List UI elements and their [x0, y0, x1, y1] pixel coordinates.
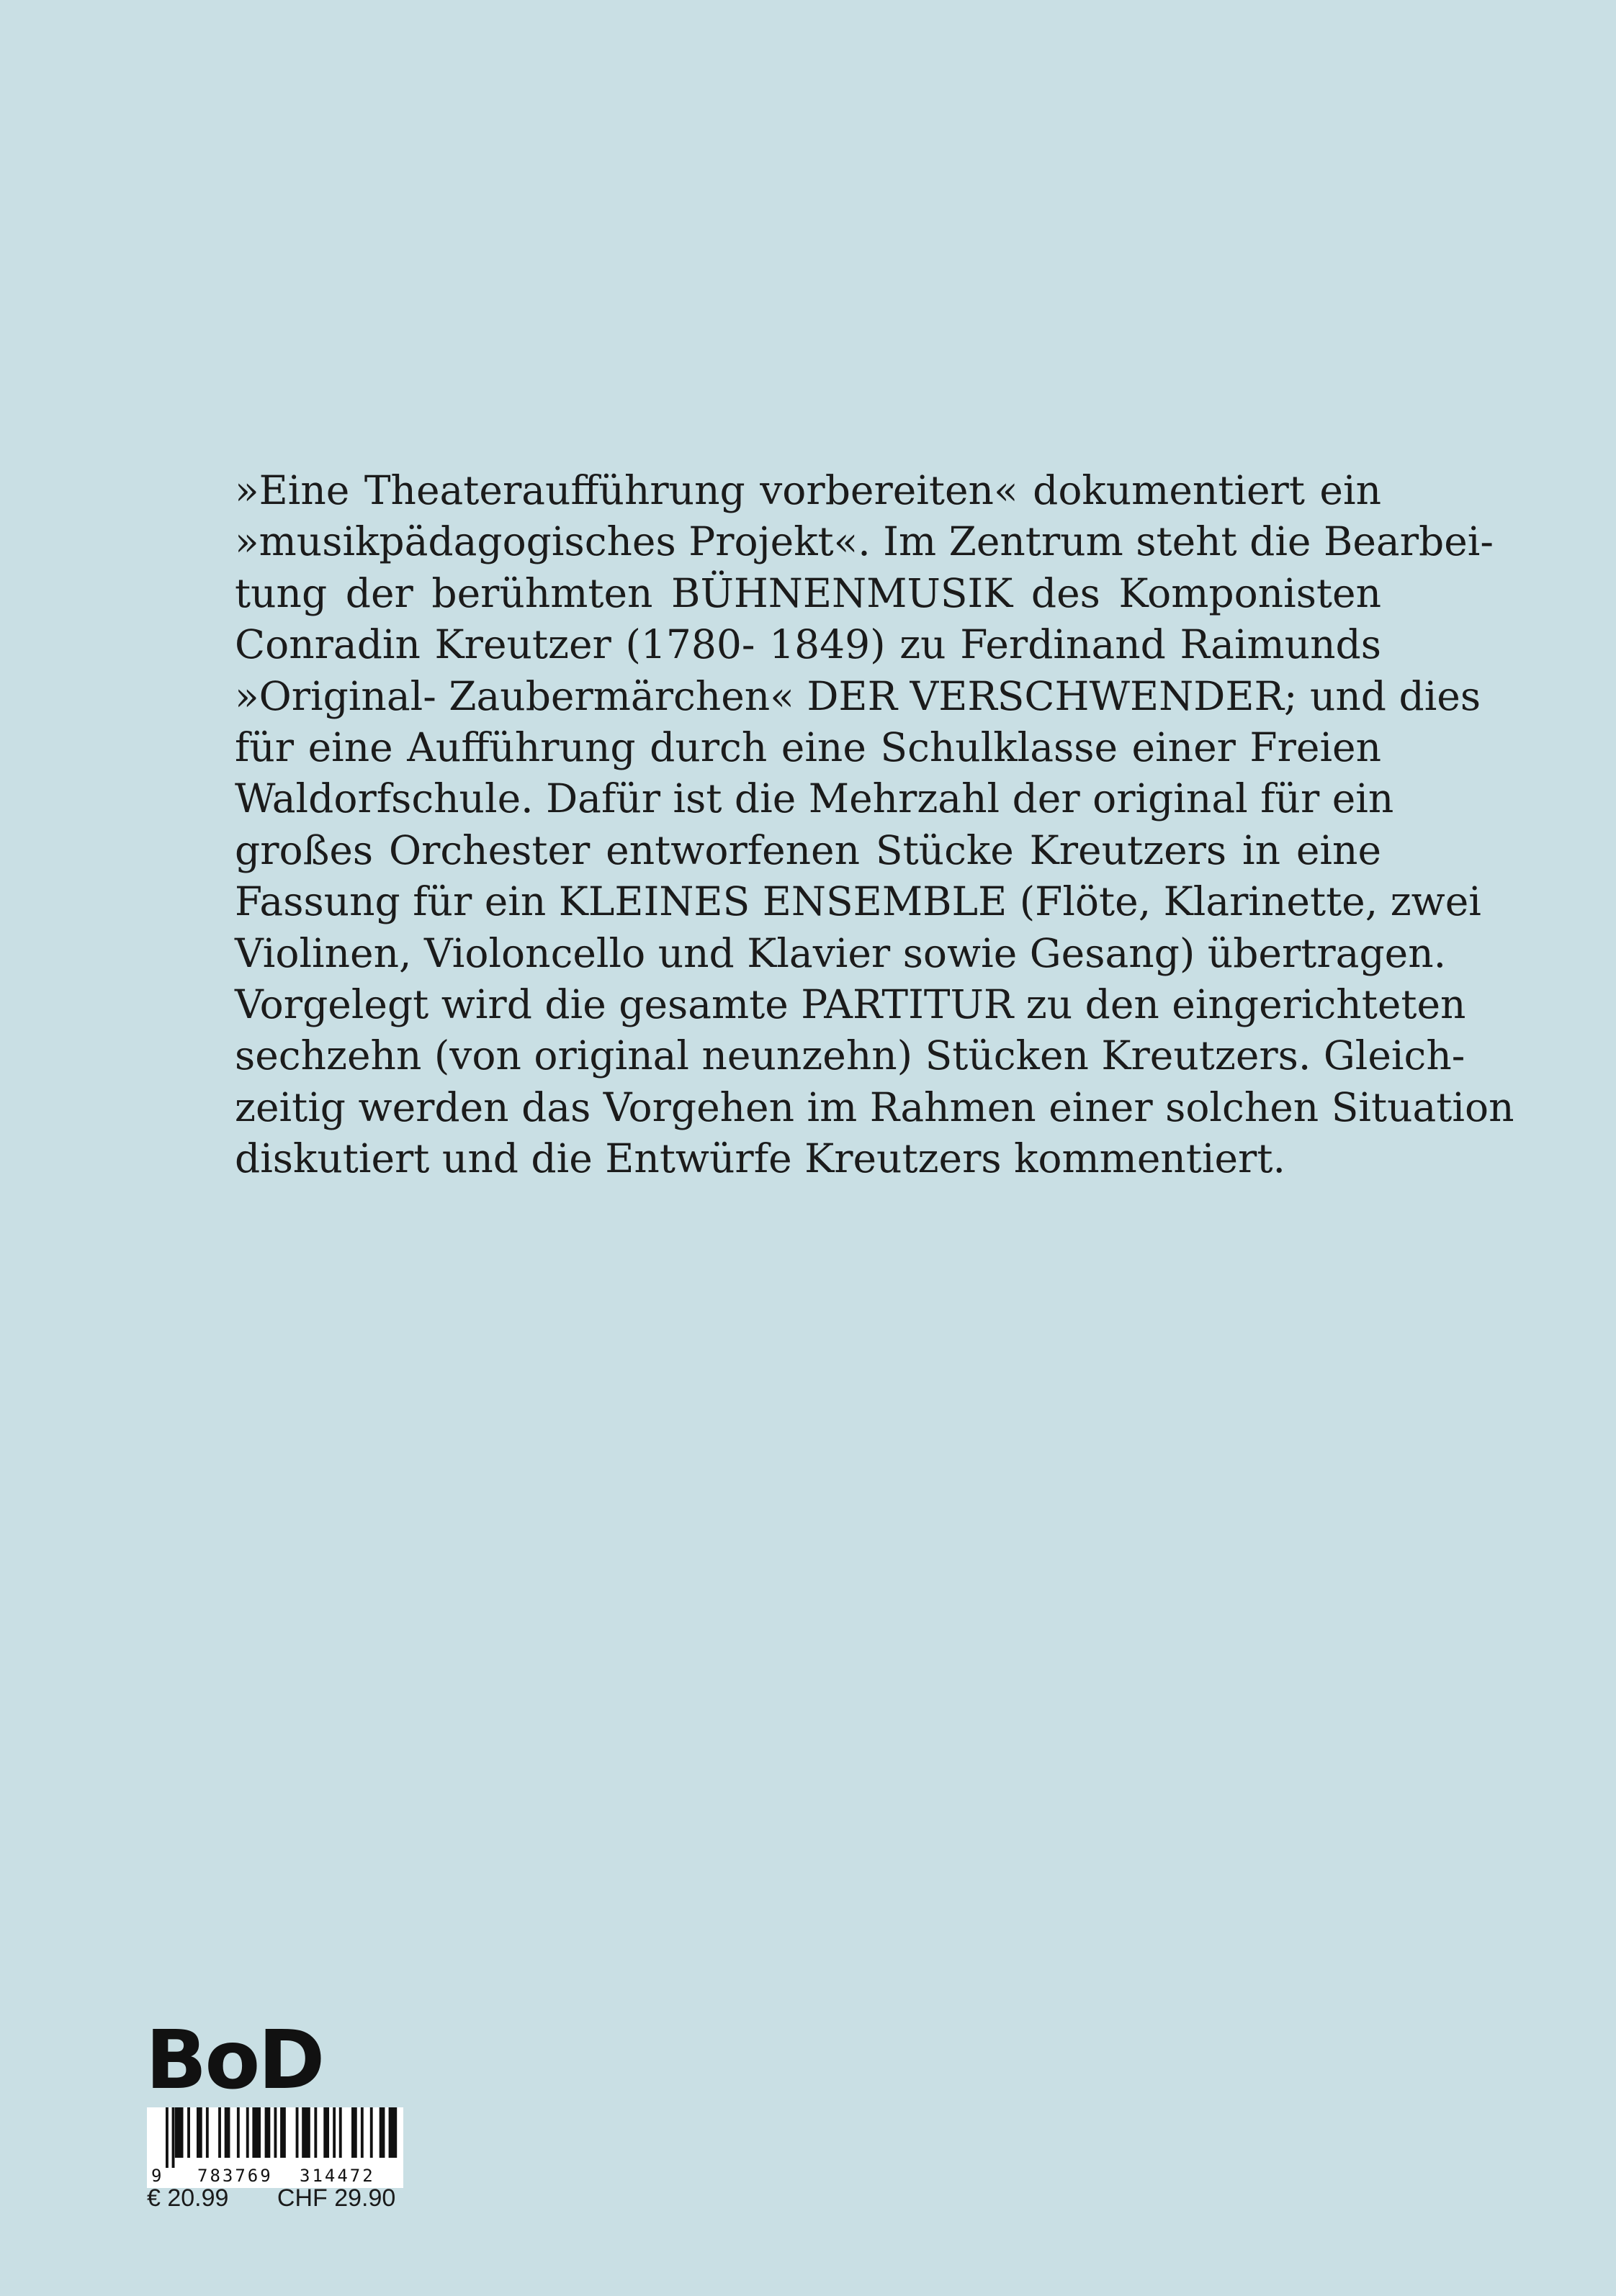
- isbn-barcode: [147, 2107, 403, 2188]
- barcode-bar: [187, 2107, 190, 2158]
- barcode-lead-digit: 9: [151, 2166, 162, 2186]
- barcode-bar: [296, 2107, 299, 2158]
- barcode-bar: [175, 2107, 184, 2158]
- barcode-bar: [370, 2107, 373, 2158]
- blurb-line: »Eine Theateraufführung vorbereiten« dokumentiert ein: [235, 467, 1381, 513]
- barcode-bar: [323, 2107, 329, 2158]
- barcode-right-digits: 314472: [300, 2166, 375, 2186]
- blurb-line: Fassung für ein KLEINES ENSEMBLE (Flöte, Klarinette, zwei: [235, 878, 1481, 925]
- barcode-bar: [351, 2107, 357, 2158]
- barcode-guard-bar: [172, 2107, 175, 2168]
- barcode-bar: [197, 2107, 202, 2158]
- blurb-line: für eine Aufführung durch eine Schulklasse einer Freien: [235, 724, 1381, 770]
- barcode-bar: [361, 2107, 364, 2158]
- barcode-bar: [314, 2107, 317, 2158]
- price-eur: € 20.99: [147, 2184, 229, 2212]
- blurb-line: »musikpädagogisches Projekt«. Im Zentrum steht die Bearbei-: [235, 518, 1494, 565]
- blurb-line: zeitig werden das Vorgehen im Rahmen einer solchen Situation: [235, 1084, 1514, 1130]
- barcode-bar: [265, 2107, 271, 2158]
- barcode-bar: [389, 2107, 398, 2158]
- blurb-line: Conradin Kreutzer (1780- 1849) zu Ferdinand Raimunds: [235, 621, 1381, 668]
- blurb-line: »Original- Zaubermärchen« DER VERSCHWENDER; und dies: [235, 672, 1481, 719]
- barcode-bar: [246, 2107, 249, 2158]
- barcode-bar: [274, 2107, 277, 2158]
- barcode-bars: [147, 2107, 403, 2168]
- blurb-line: großes Orchester entworfenen Stücke Kreutzers in eine: [235, 827, 1381, 873]
- barcode-bar: [380, 2107, 385, 2158]
- barcode-left-digits: 783769: [197, 2166, 273, 2186]
- barcode-bar: [225, 2107, 230, 2158]
- blurb-line: tung der berühmten BÜHNENMUSIK des Komponisten: [235, 570, 1381, 616]
- blurb-line: Waldorfschule. Dafür ist die Mehrzahl der original für ein: [235, 775, 1394, 822]
- barcode-guard-bar: [166, 2107, 169, 2168]
- barcode-bar: [237, 2107, 240, 2158]
- blurb-line: Vorgelegt wird die gesamte PARTITUR zu den eingerichteten: [235, 981, 1466, 1027]
- blurb-line: Violinen, Violoncello und Klavier sowie Gesang) übertragen.: [235, 929, 1447, 976]
- price-line: [147, 2182, 395, 2214]
- barcode-bar: [252, 2107, 261, 2158]
- barcode-bar: [302, 2107, 310, 2158]
- barcode-bar: [218, 2107, 221, 2158]
- blurb-line: diskutiert und die Entwürfe Kreutzers kommentiert.: [235, 1135, 1285, 1182]
- blurb-line: sechzehn (von original neunzehn) Stücken Kreutzers. Gleich-: [235, 1032, 1465, 1079]
- publisher-logo: BoD: [145, 2014, 323, 2107]
- barcode-bar: [339, 2107, 342, 2158]
- price-chf: CHF 29.90: [277, 2184, 396, 2212]
- cover-blurb: [235, 465, 1514, 1184]
- barcode-bar: [206, 2107, 209, 2158]
- barcode-bar: [280, 2107, 286, 2158]
- barcode-bar: [333, 2107, 336, 2158]
